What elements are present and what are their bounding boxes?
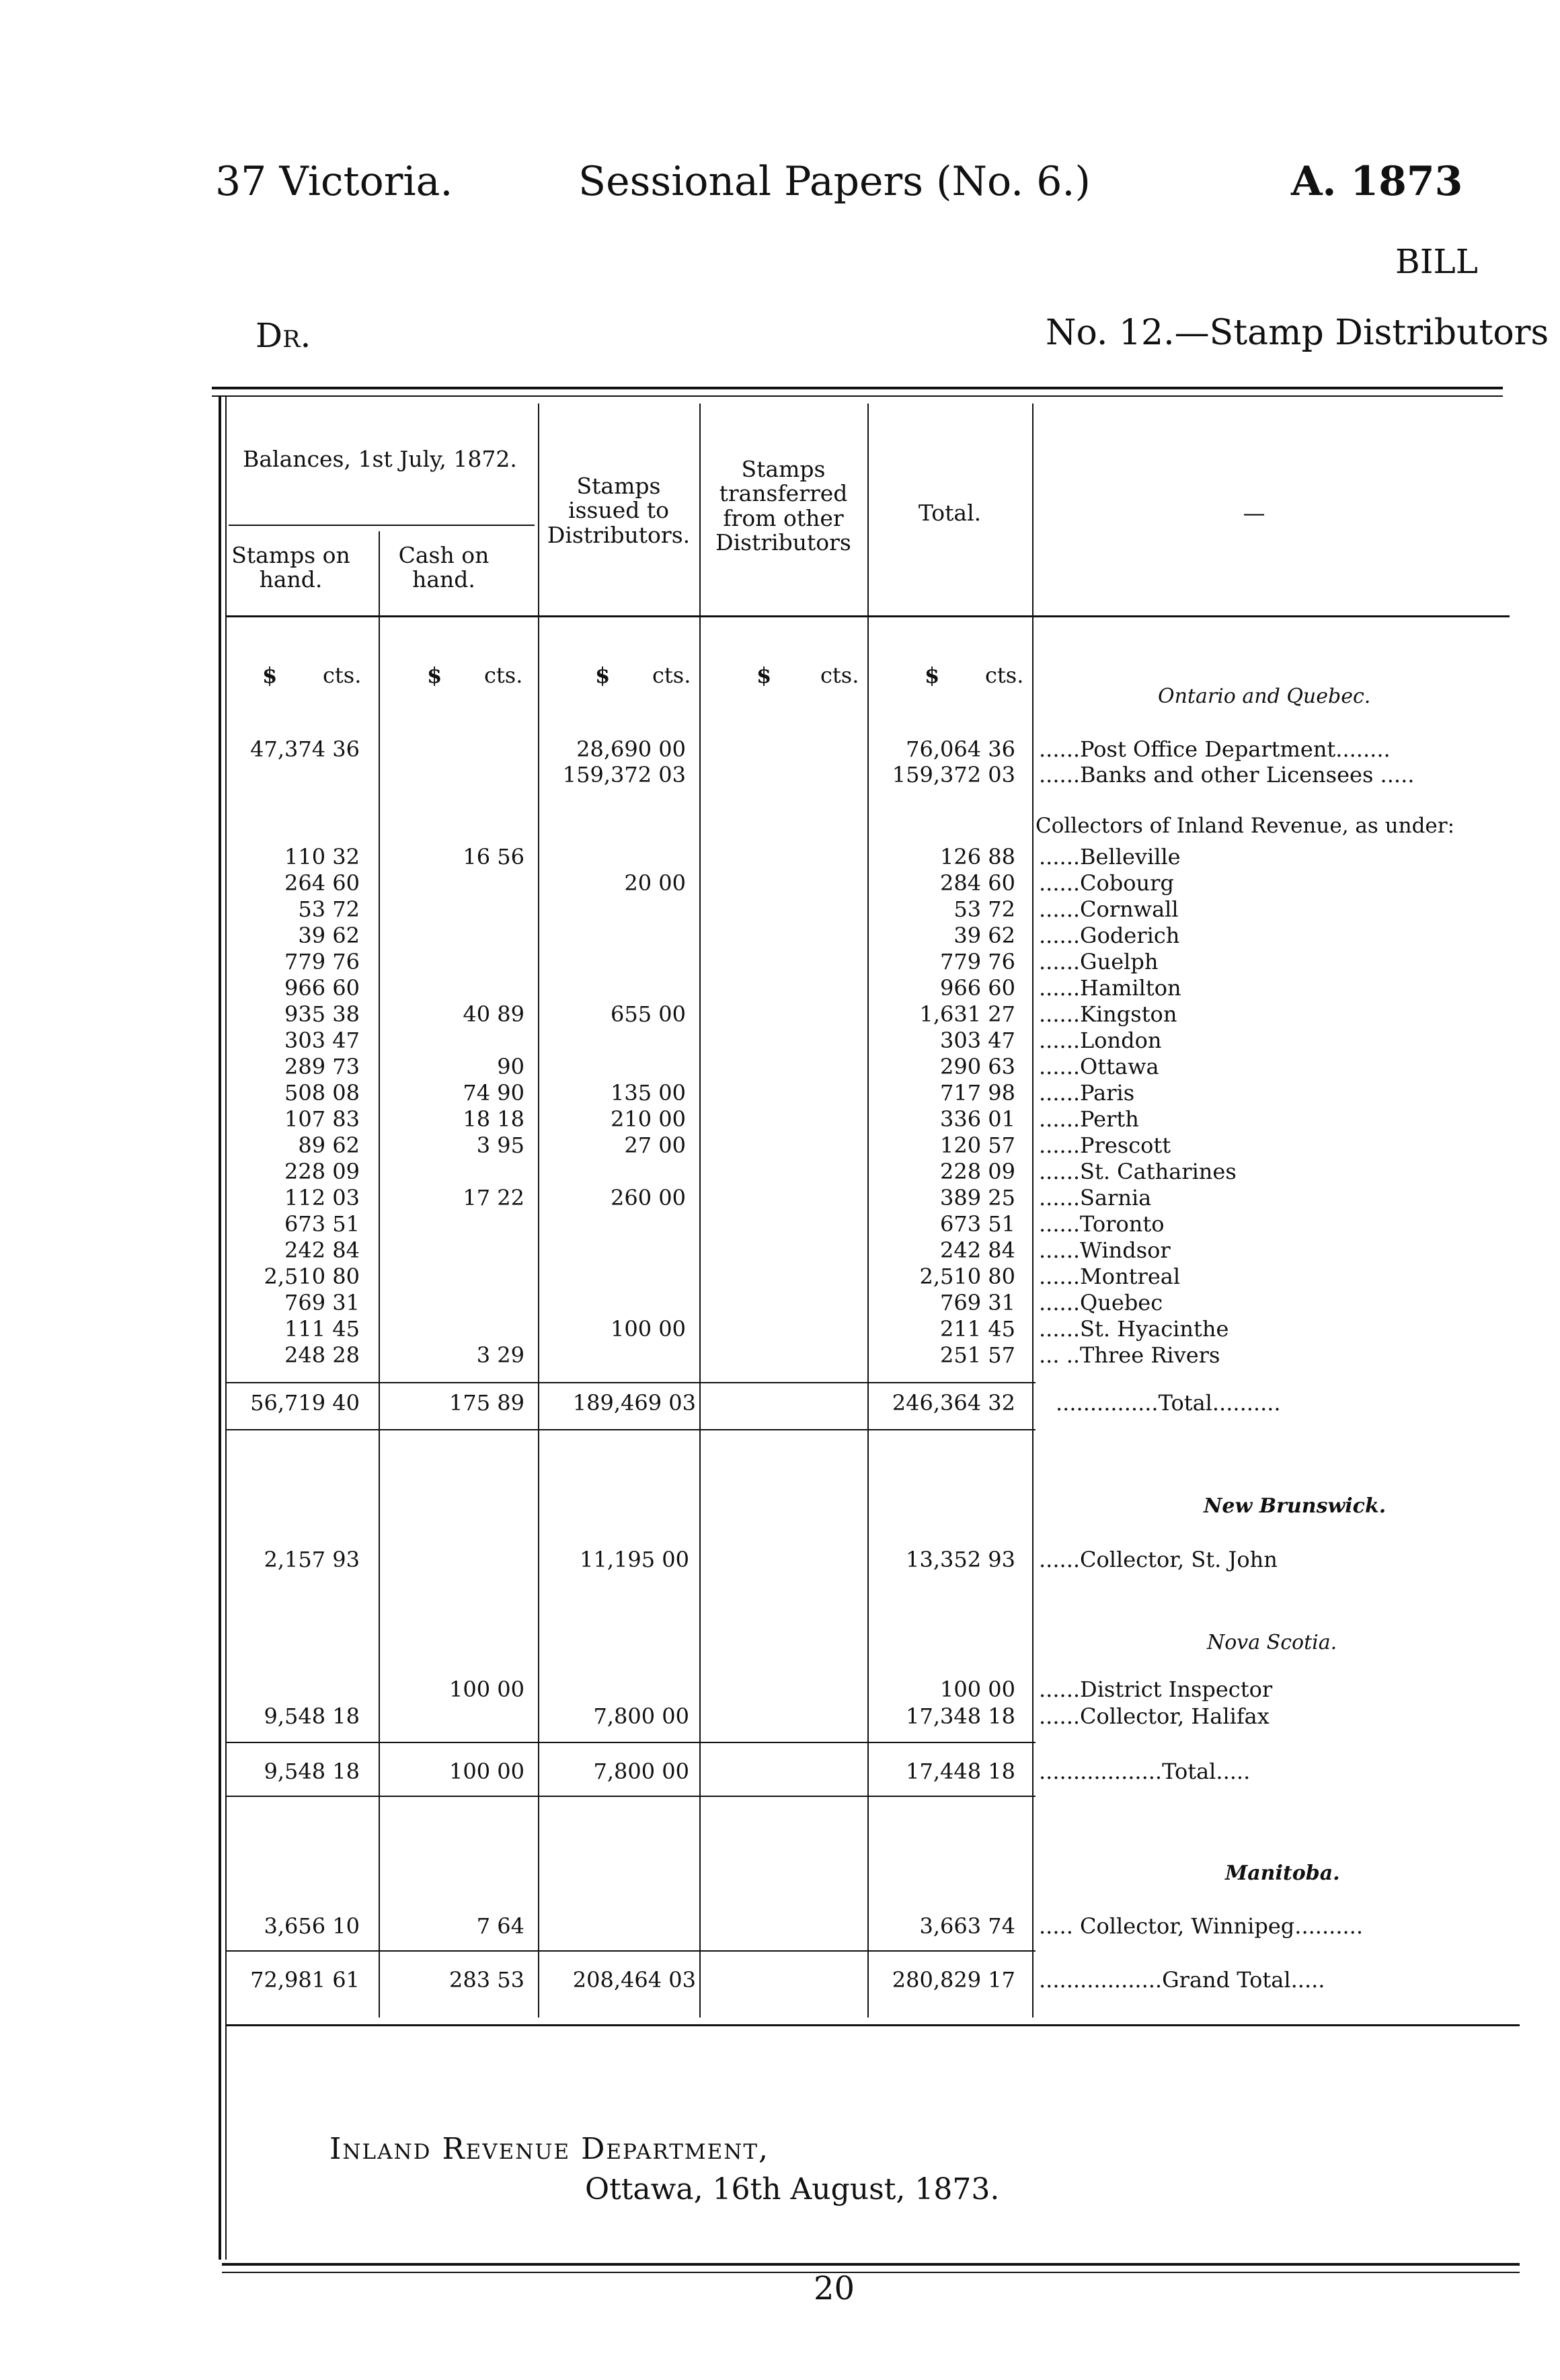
collector-total: 39 62 bbox=[953, 923, 1015, 948]
col-header-balances: Balances, 1st July, 1872. bbox=[243, 446, 517, 472]
collector-stamps: 110 32 bbox=[284, 844, 360, 870]
ns-total-stamps: 9,548 18 bbox=[264, 1759, 360, 1784]
ns-stamps: 9,548 18 bbox=[264, 1703, 360, 1729]
collector-total: 120 57 bbox=[940, 1133, 1015, 1158]
ns-rule-bottom bbox=[225, 1796, 1036, 1797]
collector-stamps: 769 31 bbox=[284, 1290, 360, 1315]
collector-label: ......St. Catharines bbox=[1039, 1159, 1237, 1184]
grand-label: ..................Grand Total..... bbox=[1039, 1967, 1325, 1993]
collector-stamps: 53 72 bbox=[298, 896, 360, 922]
col-header-total: Total. bbox=[918, 500, 982, 526]
units-stamps-cts: cts. bbox=[323, 662, 362, 688]
collector-issued: 655 00 bbox=[611, 1001, 686, 1027]
collector-label: ......Hamilton bbox=[1039, 975, 1181, 1001]
nb-stamps: 2,157 93 bbox=[264, 1547, 360, 1572]
row-label: ......Banks and other Licensees ..... bbox=[1039, 762, 1415, 788]
collector-total: 769 31 bbox=[940, 1290, 1015, 1315]
units-transf-dollar: $ bbox=[756, 662, 772, 688]
balances-underline bbox=[229, 525, 535, 526]
mb-cash: 7 64 bbox=[476, 1913, 524, 1939]
collector-total: 211 45 bbox=[940, 1316, 1015, 1342]
collector-label: ... ..Three Rivers bbox=[1039, 1342, 1220, 1368]
collector-stamps: 39 62 bbox=[298, 923, 360, 948]
total-label: ...............Total.......... bbox=[1056, 1390, 1281, 1416]
collector-total: 251 57 bbox=[940, 1342, 1015, 1368]
grand-total: 280,829 17 bbox=[892, 1967, 1015, 1993]
total-rule-bottom bbox=[225, 1429, 1036, 1430]
nb-label: ......Collector, St. John bbox=[1039, 1547, 1278, 1572]
header-dr: Dr. bbox=[256, 316, 311, 355]
grand-rule bbox=[225, 1950, 1036, 1952]
total-stamps: 56,719 40 bbox=[250, 1390, 360, 1416]
footer-rule-thin bbox=[222, 2272, 1520, 2273]
collector-total: 966 60 bbox=[940, 975, 1015, 1001]
page-title: No. 12.—Stamp Distributors bbox=[1046, 313, 1549, 353]
collector-total: 284 60 bbox=[940, 870, 1015, 896]
total-cash: 175 89 bbox=[449, 1390, 524, 1416]
collector-label: ......Guelph bbox=[1039, 949, 1159, 974]
collector-label: ......Ottawa bbox=[1039, 1054, 1159, 1079]
ns-total-issued: 7,800 00 bbox=[593, 1759, 689, 1784]
col-header-stamps-transferred: Stamps transferred from other Distributors bbox=[715, 456, 851, 555]
collector-stamps: 935 38 bbox=[284, 1001, 360, 1027]
left-border-inner bbox=[225, 397, 227, 2260]
section-title-manitoba: Manitoba. bbox=[1225, 1861, 1340, 1885]
collector-cash: 74 90 bbox=[463, 1080, 524, 1106]
collector-total: 126 88 bbox=[940, 844, 1015, 870]
cell-total: 159,372 03 bbox=[892, 762, 1015, 788]
col-divider-1 bbox=[379, 531, 380, 2018]
total-total: 246,364 32 bbox=[892, 1390, 1015, 1416]
collectors-label: Collectors of Inland Revenue, as under: bbox=[1036, 814, 1455, 838]
ns-cash: 100 00 bbox=[449, 1677, 524, 1702]
grand-stamps: 72,981 61 bbox=[250, 1967, 360, 1993]
ns-rule bbox=[225, 1742, 1036, 1743]
total-rule bbox=[225, 1382, 1036, 1383]
mb-label: ..... Collector, Winnipeg.......... bbox=[1039, 1913, 1363, 1939]
units-total-cts: cts. bbox=[985, 662, 1024, 688]
ns-total: 17,348 18 bbox=[906, 1703, 1015, 1729]
total-issued: 189,469 03 bbox=[572, 1390, 696, 1416]
header-rule bbox=[225, 615, 1510, 617]
collector-label: ......Cornwall bbox=[1039, 896, 1179, 922]
footer-place-date: Ottawa, 16th August, 1873. bbox=[585, 2172, 1000, 2206]
grand-cash: 283 53 bbox=[449, 1967, 524, 1993]
ns-total-label: ..................Total..... bbox=[1039, 1759, 1251, 1784]
top-rule bbox=[212, 387, 1503, 389]
collector-label: ......Windsor bbox=[1039, 1237, 1171, 1263]
ns-label: ......District Inspector bbox=[1039, 1677, 1273, 1702]
units-issued-cts: cts. bbox=[652, 662, 691, 688]
units-total-dollar: $ bbox=[925, 662, 940, 688]
collector-stamps: 89 62 bbox=[298, 1133, 360, 1158]
top-rule-thin bbox=[212, 395, 1503, 397]
collector-label: ......St. Hyacinthe bbox=[1039, 1316, 1229, 1342]
footer-rule bbox=[222, 2263, 1520, 2266]
collector-total: 2,510 80 bbox=[919, 1264, 1015, 1289]
collector-stamps: 673 51 bbox=[284, 1211, 360, 1237]
footer-dept: Inland Revenue Department, bbox=[329, 2132, 770, 2166]
collector-cash: 3 29 bbox=[476, 1342, 524, 1368]
header-left: 37 Victoria. bbox=[215, 158, 453, 205]
mb-stamps: 3,656 10 bbox=[264, 1913, 360, 1939]
collector-total: 336 01 bbox=[940, 1106, 1015, 1132]
collector-total: 290 63 bbox=[940, 1054, 1015, 1079]
collector-cash: 90 bbox=[497, 1054, 524, 1079]
ns-total: 100 00 bbox=[940, 1677, 1015, 1702]
collector-total: 1,631 27 bbox=[919, 1001, 1015, 1027]
collector-cash: 3 95 bbox=[476, 1133, 524, 1158]
col-header-cash-on-hand: Cash on hand. bbox=[398, 542, 490, 593]
cell-issued: 28,690 00 bbox=[576, 736, 686, 762]
units-stamps-dollar: $ bbox=[262, 662, 278, 688]
collector-label: ......Kingston bbox=[1039, 1001, 1177, 1027]
units-cash-dollar: $ bbox=[427, 662, 442, 688]
collector-cash: 18 18 bbox=[463, 1106, 524, 1132]
collector-total: 389 25 bbox=[940, 1185, 1015, 1211]
collector-stamps: 779 76 bbox=[284, 949, 360, 974]
collector-stamps: 248 28 bbox=[284, 1342, 360, 1368]
section-title-ontario: Ontario and Quebec. bbox=[1158, 685, 1371, 708]
collector-cash: 17 22 bbox=[463, 1185, 524, 1211]
collector-stamps: 2,510 80 bbox=[264, 1264, 360, 1289]
collector-stamps: 508 08 bbox=[284, 1080, 360, 1106]
collector-issued: 27 00 bbox=[624, 1133, 686, 1158]
collector-stamps: 112 03 bbox=[284, 1185, 360, 1211]
ns-total-total: 17,448 18 bbox=[906, 1759, 1015, 1784]
units-cash-cts: cts. bbox=[484, 662, 523, 688]
collector-total: 228 09 bbox=[940, 1159, 1015, 1184]
collector-stamps: 966 60 bbox=[284, 975, 360, 1001]
left-border bbox=[219, 397, 221, 2260]
header-bill: BILL bbox=[1395, 242, 1478, 281]
collector-stamps: 107 83 bbox=[284, 1106, 360, 1132]
collector-total: 53 72 bbox=[953, 896, 1015, 922]
header-center: Sessional Papers (No. 6.) bbox=[578, 158, 1091, 205]
col-divider-4 bbox=[867, 404, 869, 2018]
collector-total: 303 47 bbox=[940, 1028, 1015, 1053]
collector-total: 717 98 bbox=[940, 1080, 1015, 1106]
page-number: 20 bbox=[814, 2270, 855, 2307]
collector-label: ......Goderich bbox=[1039, 923, 1180, 948]
ns-total-cash: 100 00 bbox=[449, 1759, 524, 1784]
cell-total: 76,064 36 bbox=[906, 736, 1015, 762]
section-title-nova-scotia: Nova Scotia. bbox=[1207, 1631, 1337, 1654]
section-title-new-brunswick: New Brunswick. bbox=[1204, 1494, 1387, 1518]
collector-label: ......Quebec bbox=[1039, 1290, 1163, 1315]
collector-stamps: 228 09 bbox=[284, 1159, 360, 1184]
collector-issued: 100 00 bbox=[611, 1316, 686, 1342]
collector-total: 779 76 bbox=[940, 949, 1015, 974]
collector-total: 673 51 bbox=[940, 1211, 1015, 1237]
collector-cash: 40 89 bbox=[463, 1001, 524, 1027]
nb-issued: 11,195 00 bbox=[580, 1547, 689, 1572]
collector-issued: 210 00 bbox=[611, 1106, 686, 1132]
row-label: ......Post Office Department........ bbox=[1039, 736, 1391, 762]
grand-issued: 208,464 03 bbox=[572, 1967, 696, 1993]
bottom-rule bbox=[225, 2024, 1520, 2026]
collector-label: ......Belleville bbox=[1039, 844, 1181, 870]
nb-total: 13,352 93 bbox=[906, 1547, 1015, 1572]
units-issued-dollar: $ bbox=[595, 662, 611, 688]
collector-issued: 20 00 bbox=[624, 870, 686, 896]
collector-label: ......Perth bbox=[1039, 1106, 1139, 1132]
collector-label: ......Sarnia bbox=[1039, 1185, 1152, 1211]
col-header-desc: — bbox=[1243, 500, 1265, 526]
collector-label: ......Paris bbox=[1039, 1080, 1135, 1106]
ns-label: ......Collector, Halifax bbox=[1039, 1703, 1270, 1729]
col-header-stamps-on-hand: Stamps on hand. bbox=[231, 542, 350, 593]
cell-stamps: 47,374 36 bbox=[250, 736, 360, 762]
collector-cash: 16 56 bbox=[463, 844, 524, 870]
col-header-stamps-issued: Stamps issued to Distributors. bbox=[547, 473, 691, 548]
collector-label: ......Cobourg bbox=[1039, 870, 1174, 896]
cell-issued: 159,372 03 bbox=[562, 762, 686, 788]
collector-stamps: 289 73 bbox=[284, 1054, 360, 1079]
collector-label: ......Montreal bbox=[1039, 1264, 1181, 1289]
mb-total: 3,663 74 bbox=[919, 1913, 1015, 1939]
header-right: A. 1873 bbox=[1291, 158, 1463, 205]
collector-total: 242 84 bbox=[940, 1237, 1015, 1263]
units-transf-cts: cts. bbox=[820, 662, 859, 688]
collector-label: ......Prescott bbox=[1039, 1133, 1171, 1158]
col-divider-2 bbox=[538, 404, 539, 2018]
collector-label: ......Toronto bbox=[1039, 1211, 1165, 1237]
collector-stamps: 111 45 bbox=[284, 1316, 360, 1342]
collector-stamps: 264 60 bbox=[284, 870, 360, 896]
collector-stamps: 303 47 bbox=[284, 1028, 360, 1053]
collector-stamps: 242 84 bbox=[284, 1237, 360, 1263]
collector-issued: 260 00 bbox=[611, 1185, 686, 1211]
collector-label: ......London bbox=[1039, 1028, 1162, 1053]
col-divider-5 bbox=[1032, 404, 1034, 2018]
collector-issued: 135 00 bbox=[611, 1080, 686, 1106]
col-divider-3 bbox=[699, 404, 701, 2018]
ns-issued: 7,800 00 bbox=[593, 1703, 689, 1729]
